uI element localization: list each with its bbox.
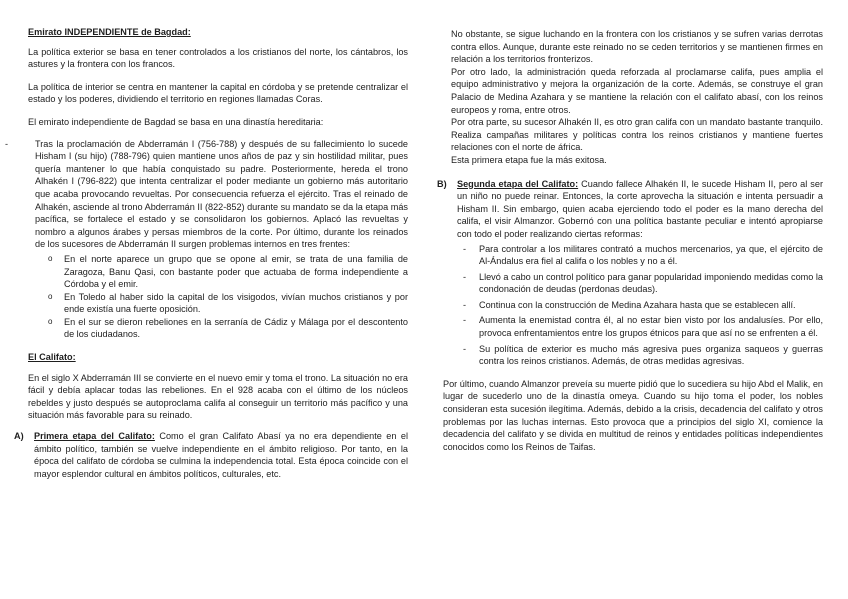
list-item-dinastia [5, 138, 408, 251]
section-a-text: Como el gran Califato Abasí ya no era dependiente en el ámbito político, también se vuelve independiente en el ámbito religioso. Por tanto, en la época del califato de córdoba se culmina la independencia total. Esta época coincide con el mayor esplendor cultural en ámbitos políticos, culturales, etc. [34, 431, 408, 479]
list-item-medina-azahara [451, 299, 823, 312]
list-item-text: Continua con la construcción de Medina Azahara hasta que se establecen allí. [479, 299, 796, 310]
sub-item-toledo [28, 291, 408, 316]
list-item-text: Su política de exterior es mucho más agresiva pues organiza saqueos y guerras contra los reinos cristianos. Además, de otras medidas agresivas. [479, 343, 823, 367]
sub-item-text: En el sur se dieron rebeliones en la serranía de Cádiz y Málaga por el descontento de los ciudadanos. [64, 316, 408, 340]
bullet-dash: - [463, 315, 467, 326]
list-item-mercenarios [451, 243, 823, 268]
list-item-politica-exterior [451, 343, 823, 368]
section-a-marker: A) [14, 431, 24, 442]
section-b-text: Cuando fallece Alhakén II, le sucede Hisham II, pero al ser un niño no puede reinar. Entonces, la corte aprovecha la situación e intenta persuadir a Hisham II. Sin embargo, quien acaba ejerciendo todo el poder es la mano derecha del califa, el visir Almanzor. Gobernó con una política bastante peculiar e intentó apropiarse con todo el poder realizando ciertas reformas: [457, 178, 823, 239]
paragraph-dinastia: El emirato independiente de Bagdad se basa en una dinastía hereditaria: [28, 116, 324, 127]
paragraph-administracion: Por otro lado, la administración queda reforzada al proclamarse califa, pues amplia el equipo administrativo y mejora la organización de la corte. Además, se construye el gran Palacio de Medina Azahara y se mantiene la relación con el califato abasí, con los reinos europeos y roma, entre otros. [451, 66, 823, 115]
left-column [5, 0, 408, 480]
heading-califato: El Califato: [28, 352, 76, 363]
paragraph-exitosa: Esta primera etapa fue la más exitosa. [451, 154, 607, 165]
bullet-circle: o [48, 291, 53, 301]
paragraph-politica-interior: La política de interior se centra en mantener la capital en córdoba y se pretende centralizar el estado y los poderes, dividiendo el territorio en regiones llamadas Coras. [28, 81, 408, 105]
section-b-label: Segunda etapa del Califato: [457, 178, 579, 189]
paragraph-politica-exterior: La política exterior se basa en tener controlados a los cristianos del norte, los cántabros, los astures y la frontera con los francos. [28, 46, 408, 70]
list-item-enemistad [451, 314, 823, 339]
list-item-text: Tras la proclamación de Abderramán I (756-788) y después de su fallecimiento lo sucede Hisham I (su hijo) (788-796) quien mantiene unos años de paz y sin hostilidad militar, pues quería mantener lo que había conquistado su padre. Posteriormente, hereda el trono Alhakén I (796-822) que intenta centralizar el poder mediante un gobierno más autoritario que acaba provocando revueltas. Por consecuencia refuerza el ejército. Tras el reinado de Alhakén, asciende al trono Abderramán II (822-852) durante su mandato se da la etapa más pacífica, se fortalece el estado y se consolidaron los gobiernos. Aplacó las revueltas y nombro a algunos árabes y persas miembros de la corte. Por último, durante los reinados de los sucesores de Abderramán II surgen problemas internos en tres frentes: [35, 138, 408, 250]
section-a [14, 430, 408, 480]
sub-item-sur [28, 316, 408, 341]
section-b [437, 178, 823, 241]
paragraph-decadencia: Por último, cuando Almanzor preveía su muerte pidió que lo sucediera su hijo Abd el Malik, en lugar de sucederlo uno de la dinastía omeya. Cuando su hijo toma el poder, los nobles consideran esta sucesión ilegítima. Además, debido a la crisis, decadencia del califato y otros problemas por las luchas internas. Esto provoca que a principios del siglo XI, comience la decadencia del califato y se divida en multitud de reinos y entidades políticas independientes conocidos como los Reinos de Taifas. [443, 378, 823, 452]
paragraph-frontera: No obstante, se sigue luchando en la frontera con los cristianos y se sufren varias derrotas contra ellos. Aunque, durante este reinado no se ceden territorios y se mantienen firmes en relación a los territorios fronterizos. [451, 29, 823, 65]
bullet-circle: o [48, 316, 53, 326]
bullet-dash: - [463, 243, 467, 254]
bullet-dash: - [5, 138, 9, 149]
right-column [437, 0, 823, 453]
sub-item-norte [28, 253, 408, 291]
paragraph-alhaken: Por otra parte, su sucesor Alhakén II, es otro gran califa con un mandato bastante tranquilo. Realiza campañas militares y políticas contra los reinos cristianos y mantiene fuertes relaciones con el norte de áfrica. [451, 117, 823, 153]
paragraph-califato: En el siglo X Abderramán III se convierte en el nuevo emir y toma el trono. La situación no era fácil y debía aplacar todas las rebeliones. En el 928 acaba con el último de los núcleos rebeldes y justo después se autoproclama califa al conseguir un territorio más pacífico y una situación más favorable para su reinado. [28, 372, 408, 421]
bullet-circle: o [48, 253, 53, 263]
section-b-marker: B) [437, 178, 447, 189]
section-a-label: Primera etapa del Califato: [34, 431, 155, 442]
bullet-dash: - [463, 343, 467, 354]
bullet-dash: - [463, 299, 467, 310]
list-item-text: Para controlar a los militares contrató a muchos mercenarios, ya que, el ejército de Al-Ándalus era fiel al califa o los nobles y no a él. [479, 243, 823, 267]
list-item-control-politico [451, 271, 823, 296]
sub-item-text: En el norte aparece un grupo que se opone al emir, se trata de una familia de Zaragoza, Banu Qasi, con bastante poder que actuaba de forma independiente a Córdoba y el emir. [64, 253, 408, 290]
bullet-dash: - [463, 271, 467, 282]
list-item-text: Aumenta la enemistad contra él, al no estar bien visto por los andalusíes. Por ello, provoca enfrentamientos entre los grupos étnicos para que así no se enfrenten a él. [479, 315, 823, 339]
heading-emirato: Emirato INDEPENDIENTE de Bagdad: [28, 27, 191, 37]
list-item-text: Llevó a cabo un control político para ganar popularidad imponiendo medidas como la condonación de deudas (perdonas deudas). [479, 271, 823, 295]
sub-item-text: En Toledo al haber sido la capital de los visigodos, vivían muchos cristianos y por ende existía una fuerte oposición. [64, 291, 408, 315]
